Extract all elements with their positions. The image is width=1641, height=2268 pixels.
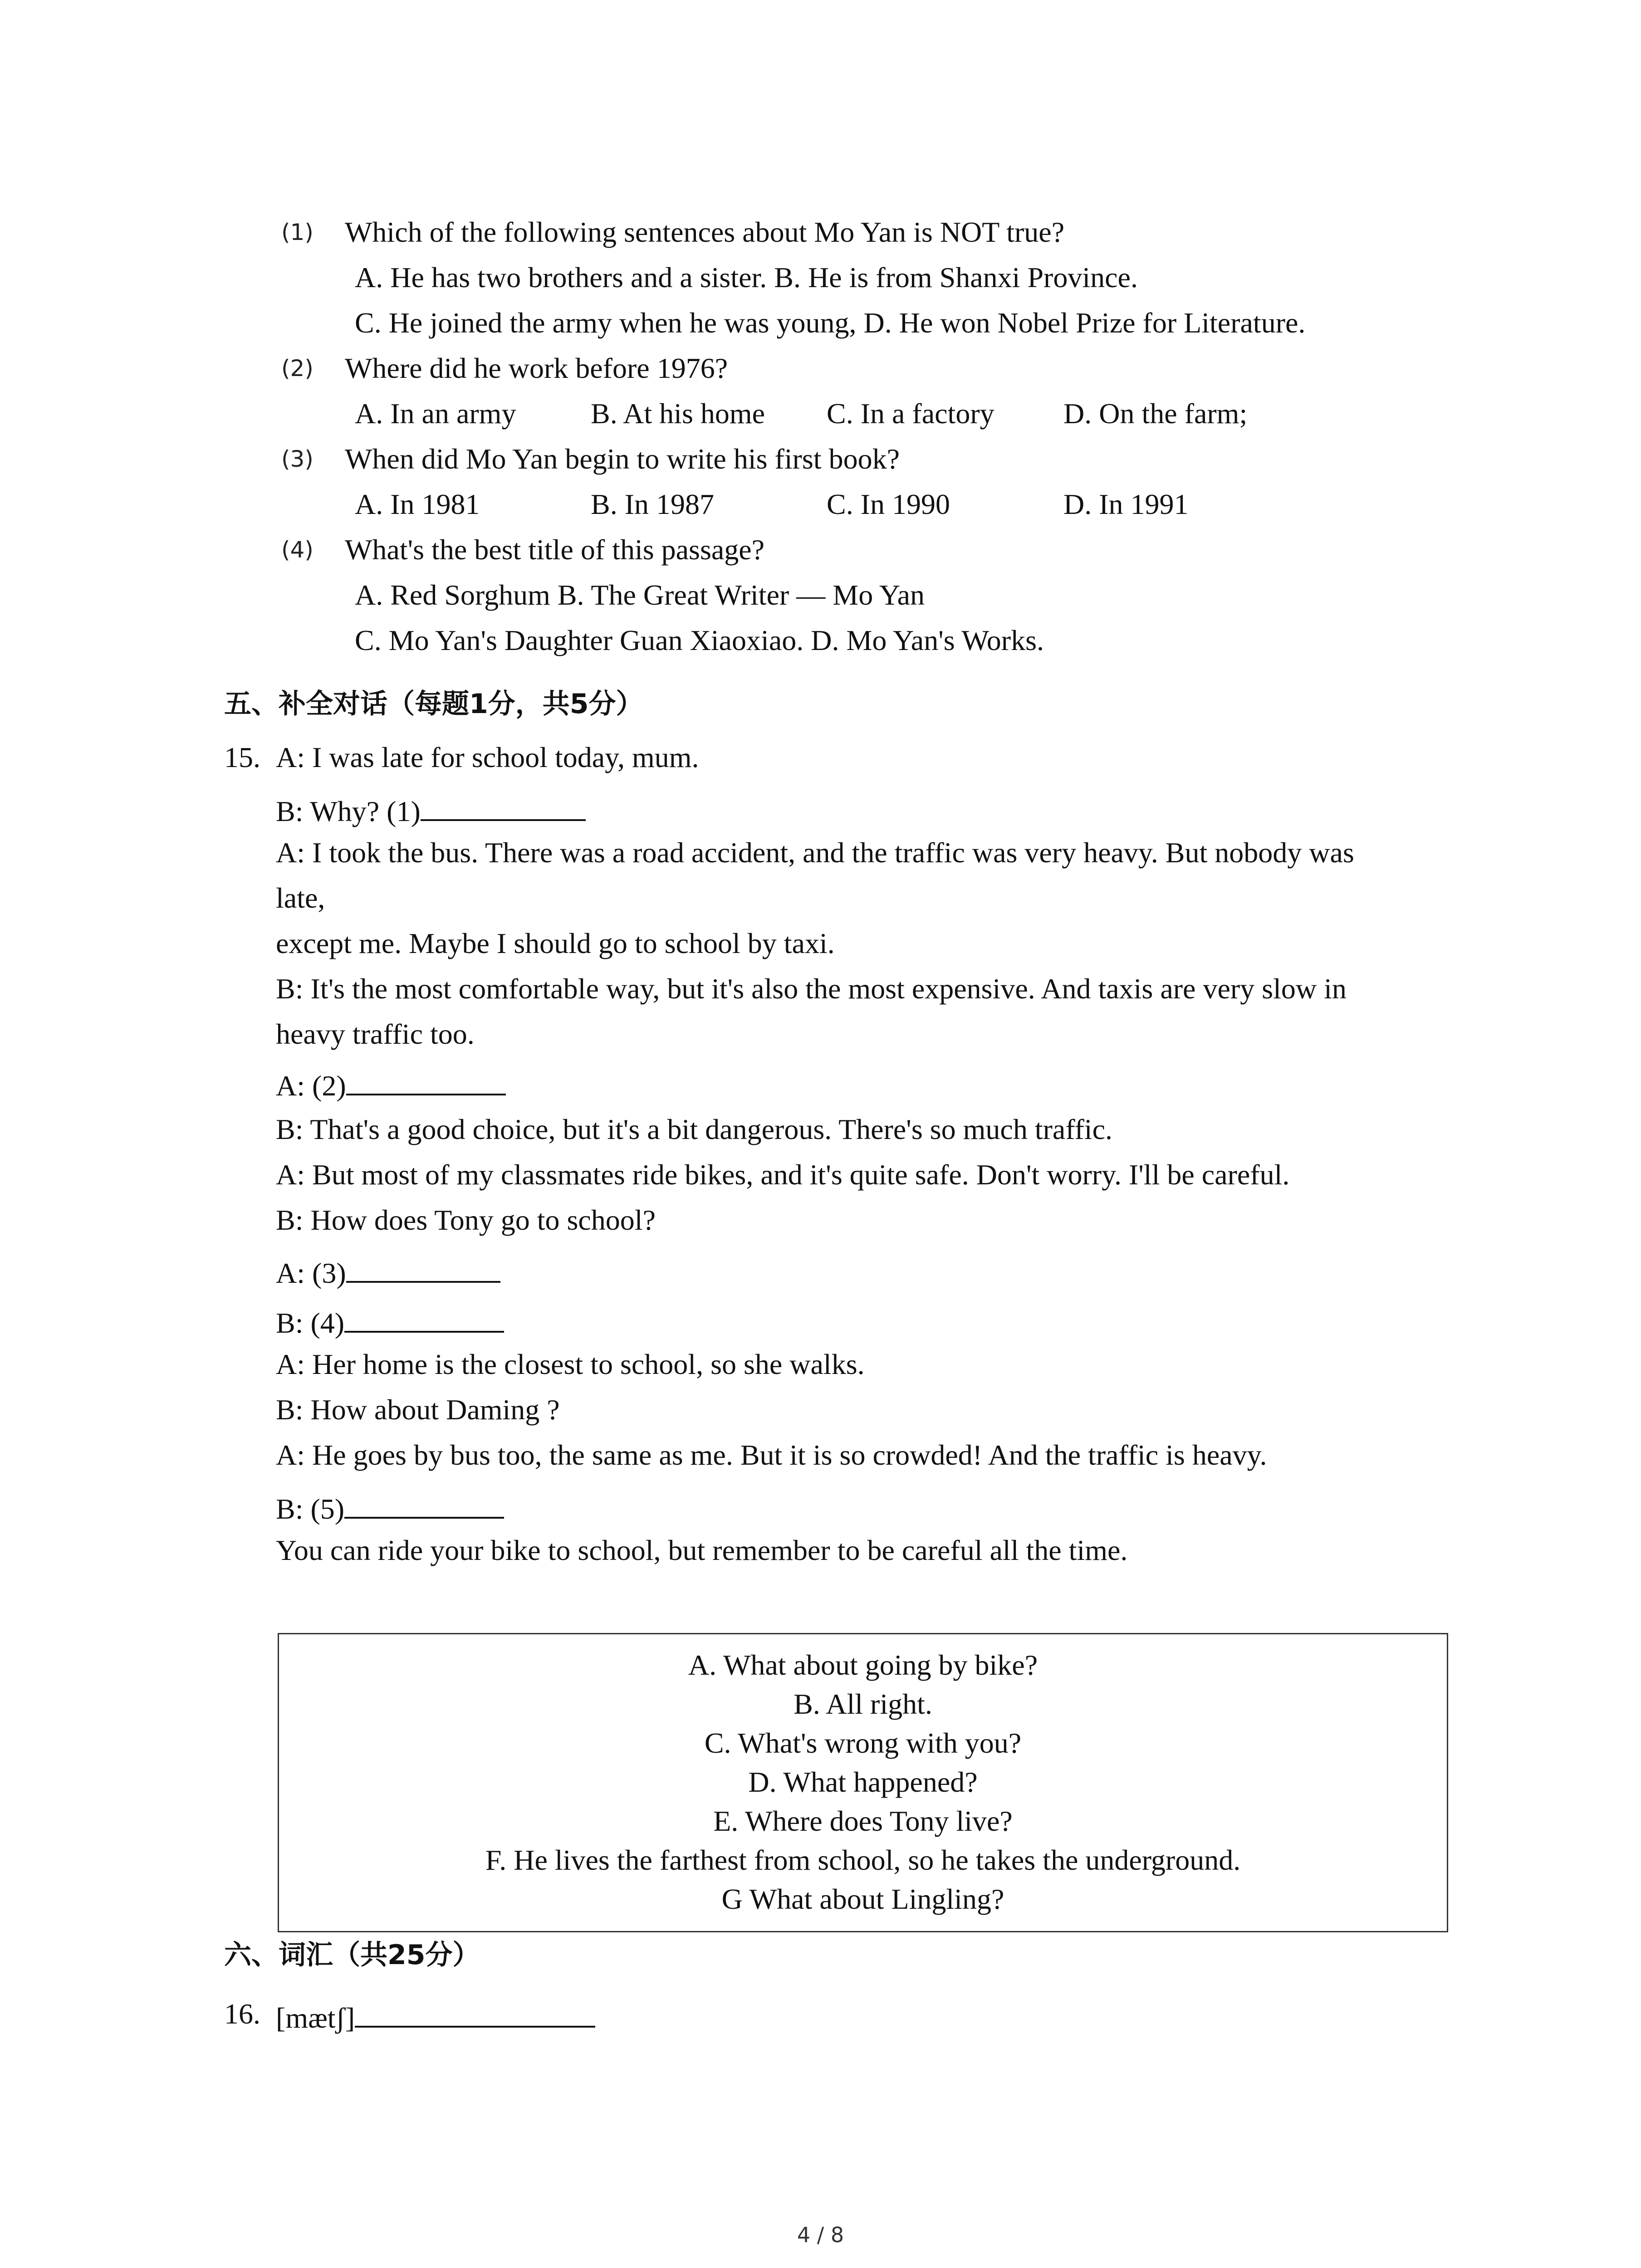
section-header: 五、补全对话（每题1分，共5分） xyxy=(224,688,643,720)
box-option: A. What about going by bike? xyxy=(688,1649,1038,1681)
dialogue-line: A: He goes by bus too, the same as me. But it is so crowded! And the traffic is heavy. xyxy=(276,1439,1267,1471)
answer-blank-4[interactable] xyxy=(344,1301,504,1333)
dialogue-line: heavy traffic too. xyxy=(276,1018,475,1050)
dialogue-line: You can ride your bike to school, but remember to be careful all the time. xyxy=(276,1534,1128,1566)
dialogue-text: B: (4) xyxy=(276,1307,345,1339)
box-option: C. What's wrong with you? xyxy=(704,1727,1022,1759)
dialogue-text: B: (5) xyxy=(276,1493,345,1525)
dialogue-line: B: That's a good choice, but it's a bit dangerous. There's so much traffic. xyxy=(276,1113,1112,1145)
dialogue-text: A: (3) xyxy=(276,1257,346,1289)
section-header: 六、词汇（共25分） xyxy=(224,1939,480,1971)
question-stem: What's the best title of this passage? xyxy=(345,533,765,566)
question-number: (4) xyxy=(281,537,314,563)
page-number: 4 / 8 xyxy=(797,2223,844,2247)
option-b: B. In 1987 xyxy=(591,488,714,520)
dialogue-line xyxy=(276,1064,506,1104)
box-option: E. Where does Tony live? xyxy=(713,1805,1013,1837)
box-option: B. All right. xyxy=(794,1688,932,1720)
option-d: D. On the farm; xyxy=(1063,397,1248,430)
phonetic-text: [mætʃ] xyxy=(276,2002,355,2034)
option-d: D. In 1991 xyxy=(1063,488,1189,520)
option-c: C. In a factory xyxy=(827,397,994,430)
question-number: 15. xyxy=(224,741,260,773)
question-number: 16. xyxy=(224,1998,260,2030)
dialogue-line: B: How does Tony go to school? xyxy=(276,1204,656,1236)
option-line: C. He joined the army when he was young, D. He won Nobel Prize for Literature. xyxy=(355,307,1306,339)
dialogue-line xyxy=(276,789,586,830)
answer-blank-2[interactable] xyxy=(346,1064,506,1095)
question-stem: Which of the following sentences about Mo Yan is NOT true? xyxy=(345,216,1065,248)
options-box xyxy=(278,1633,1448,1932)
question-number: (1) xyxy=(281,219,314,245)
option-line: A. He has two brothers and a sister. B. He is from Shanxi Province. xyxy=(355,261,1138,293)
box-option: D. What happened? xyxy=(748,1766,978,1798)
question-number: (2) xyxy=(281,355,314,381)
dialogue-text: B: Why? (1) xyxy=(276,795,421,827)
question-stem: When did Mo Yan begin to write his first book? xyxy=(345,443,900,475)
dialogue-text: A: (2) xyxy=(276,1070,346,1102)
box-option: G What about Lingling? xyxy=(721,1883,1004,1915)
option-a: A. In an army xyxy=(355,397,516,430)
dialogue-line xyxy=(276,1487,504,1527)
dialogue-line: late, xyxy=(276,882,325,914)
answer-blank-1[interactable] xyxy=(421,789,586,821)
vocab-line xyxy=(276,1996,595,2036)
option-b: B. At his home xyxy=(591,397,765,430)
dialogue-line: A: Her home is the closest to school, so she walks. xyxy=(276,1348,865,1380)
answer-blank-5[interactable] xyxy=(344,1487,504,1519)
option-a: A. In 1981 xyxy=(355,488,480,520)
dialogue-line: except me. Maybe I should go to school by taxi. xyxy=(276,927,835,959)
option-line: A. Red Sorghum B. The Great Writer — Mo Yan xyxy=(355,579,925,611)
answer-blank-3[interactable] xyxy=(346,1251,500,1283)
dialogue-line: A: I took the bus. There was a road accident, and the traffic was very heavy. But nobody was xyxy=(276,836,1354,869)
question-number: (3) xyxy=(281,446,314,472)
dialogue-line xyxy=(276,1301,504,1341)
box-option: F. He lives the farthest from school, so he takes the underground. xyxy=(485,1844,1241,1876)
dialogue-line: B: How about Daming ? xyxy=(276,1393,560,1426)
question-stem: Where did he work before 1976? xyxy=(345,352,728,384)
dialogue-line: A: But most of my classmates ride bikes, and it's quite safe. Don't worry. I'll be careful. xyxy=(276,1158,1290,1191)
dialogue-line: B: It's the most comfortable way, but it's also the most expensive. And taxis are very slow in xyxy=(276,973,1347,1005)
option-c: C. In 1990 xyxy=(827,488,950,520)
option-line: C. Mo Yan's Daughter Guan Xiaoxiao. D. Mo Yan's Works. xyxy=(355,624,1044,656)
dialogue-line xyxy=(276,1251,500,1291)
answer-blank-16[interactable] xyxy=(355,1996,595,2028)
dialogue-line: A: I was late for school today, mum. xyxy=(276,741,699,773)
